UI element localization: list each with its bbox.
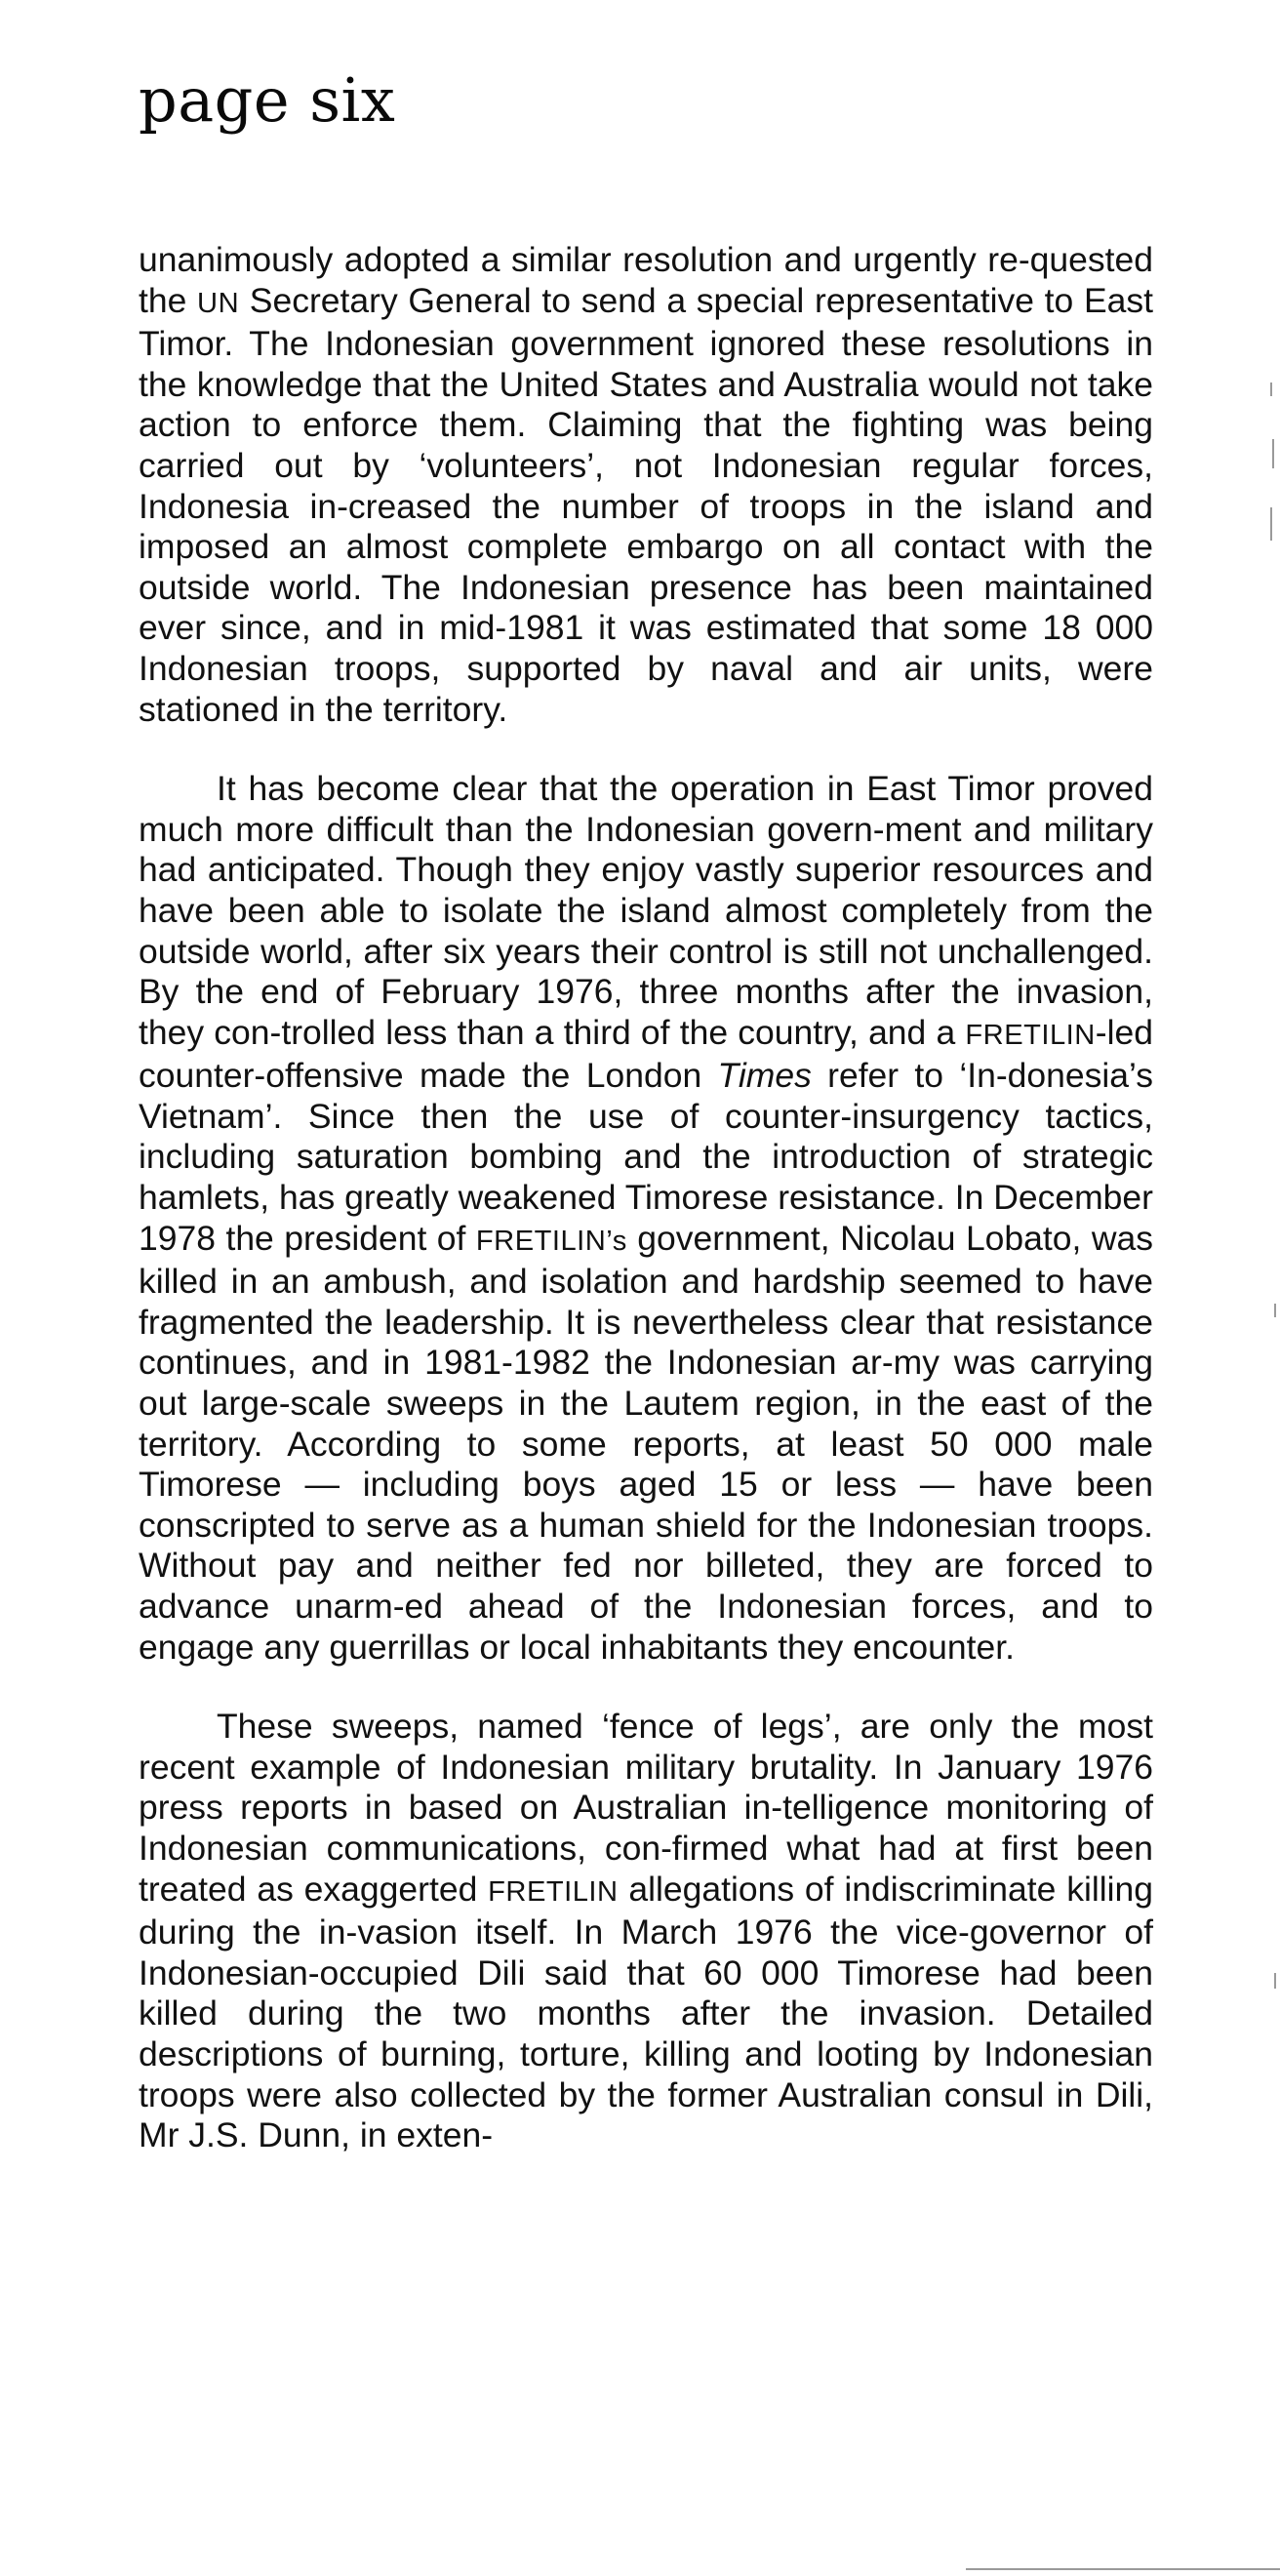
paragraph-1: unanimously adopted a similar resolution and urgently re-quested the UN Secretary General to send a special representative to East Timor. The Indonesian government ignored these resolutions in the knowledge that the United States and Australia would not take action to enforce them. Claiming that the fighting was being carried out by ‘volunteers’, not Indonesian regular forces, Indonesia in-creased the number of troops in the island and imposed an almost complete embargo on all contact with the outside world. The Indonesian presence has been maintained ever since, and in mid-1981 it was estimated that some 18 000 Indonesian troops, supported by naval and air units, were stationed in the territory.: [139, 240, 1153, 729]
scan-mark: [1270, 382, 1272, 396]
scan-mark: [1270, 507, 1272, 541]
body-text: [139, 240, 1153, 2195]
paragraph-2: It has become clear that the operation in East Timor proved much more difficult than the Indonesian govern-ment and military had anticipated. Though they enjoy vastly superior resources and have been able to isolate the island almost completely from the outside world, after six years their control is still not unchallenged. By the end of February 1976, three months after the invasion, they con-trolled less than a third of the country, and a FRETILIN-led counter-offensive made the London Times refer to ‘In-donesia’s Vietnam’. Since then the use of counter-insurgency tactics, including saturation bombing and the introduction of strategic hamlets, has greatly weakened Timorese resistance. In December 1978 the president of FRETILIN’s government, Nicolau Lobato, was killed in an ambush, and isolation and hardship seemed to have fragmented the leadership. It is nevertheless clear that resistance continues, and in 1981-1982 the Indonesian ar-my was carrying out large-scale sweeps in the Lautem region, in the east of the territory. According to some reports, at least 50 000 male Timorese — including boys aged 15 or less — have been conscripted to serve as a human shield for the Indonesian troops. Without pay and neither fed nor billeted, they are forced to advance unarm-ed ahead of the Indonesian forces, and to engage any guerrillas or local inhabitants they encounter.: [139, 769, 1153, 1667]
small-caps-term: UN: [197, 287, 240, 319]
small-caps-term: FRETILIN: [965, 1019, 1096, 1051]
scan-mark: [1272, 439, 1274, 468]
italic-term: Times: [717, 1056, 812, 1096]
paragraph-3: These sweeps, named ‘fence of legs’, are only the most recent example of Indonesian military brutality. In January 1976 press reports in based on Australian in-telligence monitoring of Indonesian communications, con-firmed what had at first been treated as exaggerted FRETILIN allegations of indiscriminate killing during the in-vasion itself. In March 1976 the vice-governor of Indonesian-occupied Dili said that 60 000 Timorese had been killed during the two months after the invasion. Detailed descriptions of burning, torture, killing and looting by Indonesian troops were also collected by the former Australian consul in Dili, Mr J.S. Dunn, in exten-: [139, 1707, 1153, 2155]
bottom-edge-line: [966, 2568, 1280, 2570]
scan-mark: [1274, 1304, 1276, 1317]
small-caps-term: FRETILIN’s: [475, 1225, 627, 1257]
page-title: page six: [139, 64, 396, 136]
scan-mark: [1274, 1973, 1276, 1989]
small-caps-term: FRETILIN: [488, 1875, 619, 1908]
